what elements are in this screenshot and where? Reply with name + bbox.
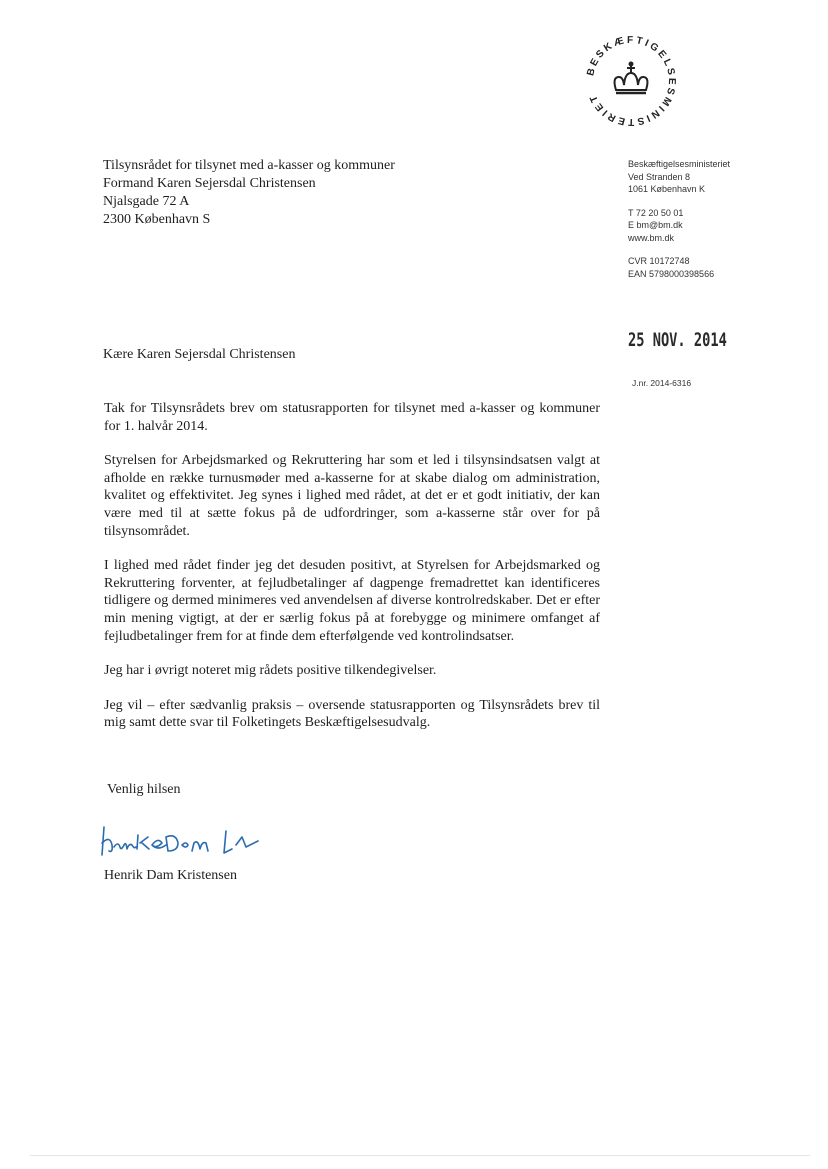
crown-icon	[615, 63, 648, 94]
sender-phone: T 72 20 50 01	[628, 207, 684, 218]
closing: Venlig hilsen	[107, 782, 181, 797]
body-paragraph: I lighed med rådet finder jeg det desuden positivt, at Styrelsen for Arbejdsmarked og Rekruttering forventer, at fejludbetalinger af dagpenge fremadrettet kan identificeres tidligere og dermed minimeres ved anvendelsen af diverse kontrolredskaber. Det er efter min mening vigtigt, at der er særlig fokus på at forebygge og minimere omfanget af fejludbetalinger frem for at finde dem efterfølgende ved kontrolindsatser.	[104, 558, 600, 644]
sender-ean: EAN 5798000398566	[628, 268, 715, 279]
letter-body	[104, 400, 600, 749]
ministry-logo	[578, 28, 684, 134]
logo-ring-text: BESKÆFTIGELSESMINISTERIET	[585, 34, 678, 128]
sender-web: www.bm.dk	[628, 232, 675, 243]
recipient-line: Tilsynsrådet for tilsynet med a-kasser og kommuner	[103, 158, 395, 173]
recipient-line: 2300 København S	[103, 212, 211, 227]
body-paragraph: Jeg har i øvrigt noteret mig rådets positive tilkendegivelser.	[104, 663, 437, 679]
page-edge-divider	[30, 1155, 810, 1156]
date-stamp: 25 NOV. 2014	[628, 329, 727, 351]
recipient-line: Formand Karen Sejersdal Christensen	[103, 176, 316, 191]
sender-street: Ved Stranden 8	[628, 171, 691, 182]
sender-email: E bm@bm.dk	[628, 220, 683, 230]
sender-info	[628, 158, 808, 291]
sender-city: 1061 København K	[628, 184, 706, 194]
journal-number: J.nr. 2014-6316	[632, 378, 692, 388]
body-paragraph: Jeg vil – efter sædvanlig praksis – oversende statusrapporten og Tilsynsrådets brev til mig samt dette svar til Folketingets Beskæftigelsesudvalg.	[104, 697, 600, 731]
recipient-line: Njalsgade 72 A	[103, 194, 190, 209]
handwritten-signature	[96, 815, 276, 865]
salutation: Kære Karen Sejersdal Christensen	[103, 347, 296, 362]
recipient-address	[103, 157, 523, 229]
sender-name: Beskæftigelsesministeriet	[628, 159, 731, 169]
body-paragraph: Tak for Tilsynsrådets brev om statusrapporten for tilsynet med a-kasser og kommuner for 1. halvår 2014.	[104, 401, 600, 434]
sender-cvr: CVR 10172748	[628, 256, 690, 266]
svg-text:BESKÆFTIGELSESMINISTERIET	[585, 35, 677, 127]
signer-name: Henrik Dam Kristensen	[104, 868, 237, 883]
body-paragraph: Styrelsen for Arbejdsmarked og Rekruttering har som et led i tilsynsindsatsen valgt at afholde en række turnusmøder med a-kasserne for at skabe dialog om administration, kvalitet og effektivitet. Jeg synes i lighed med rådet, at det er et godt initiativ, der kan være med til at sætte fokus på de udfordringer, som a-kasserne står over for på tilsynsområdet.	[104, 453, 600, 539]
